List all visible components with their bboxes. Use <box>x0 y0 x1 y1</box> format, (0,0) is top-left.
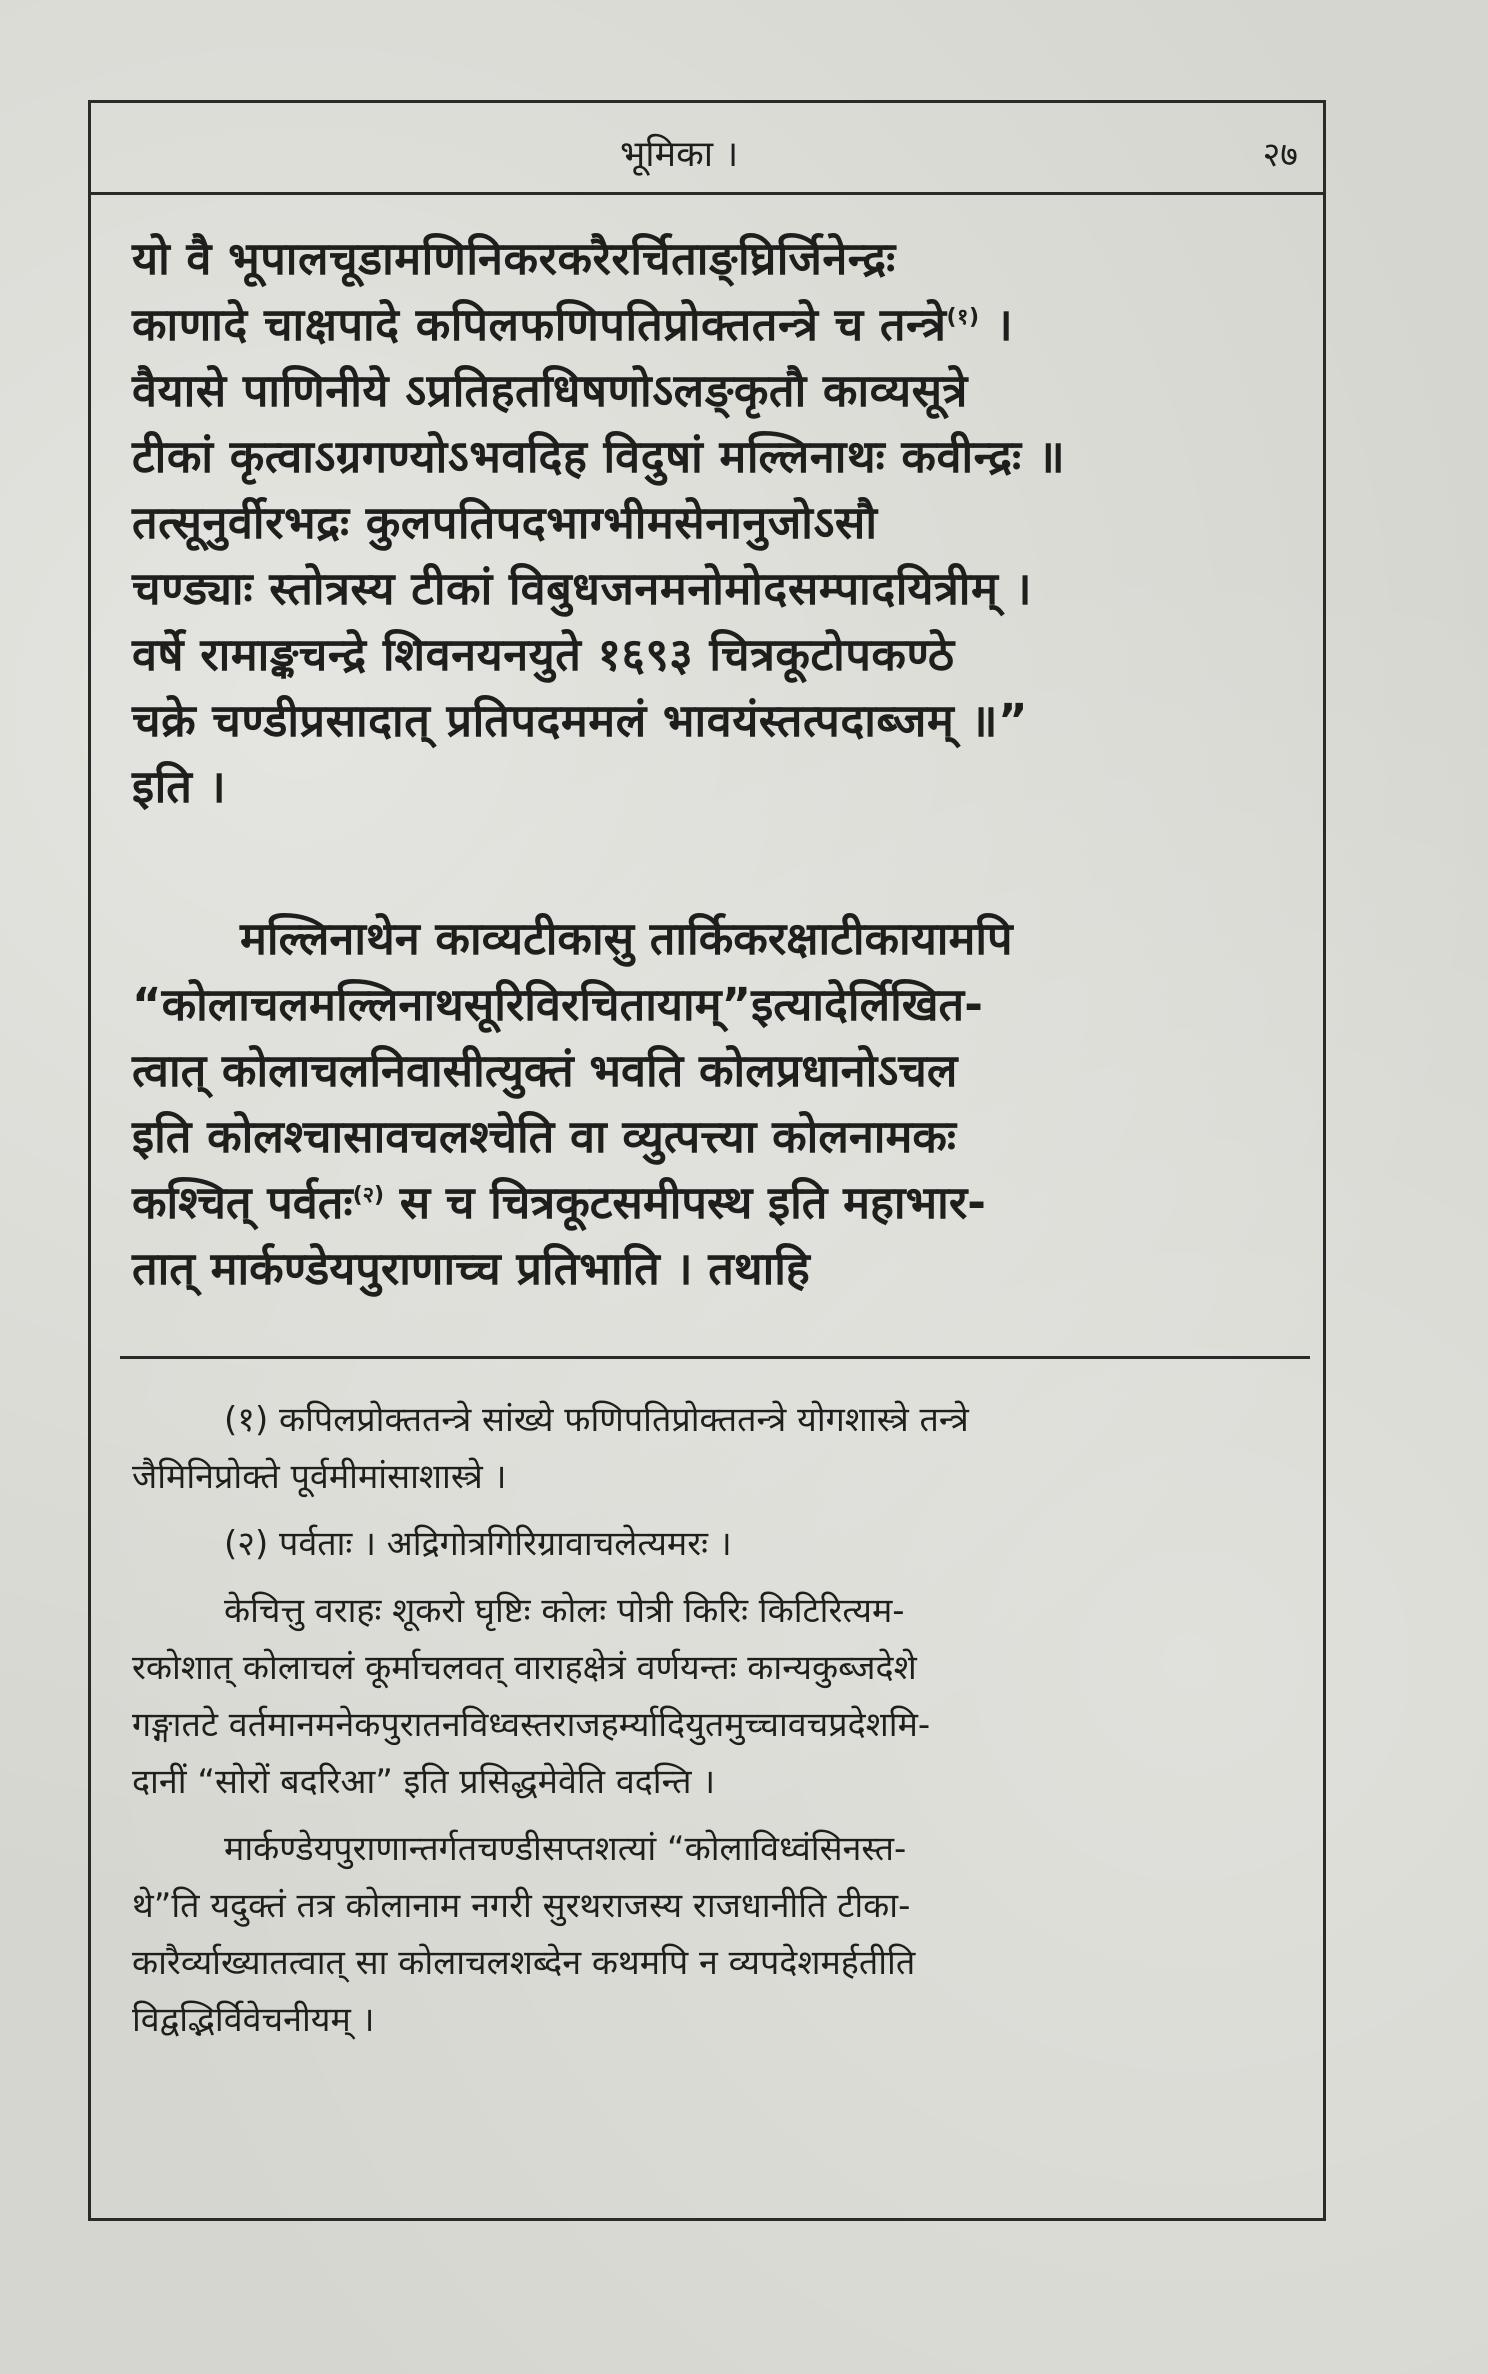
footnote-marker: (२) <box>352 1183 385 1208</box>
footnote-line: विद्वद्भिर्विवेचनीयम् । <box>132 2000 375 2040</box>
footnote-rule <box>120 1356 1310 1359</box>
verse-line: टीकां कृत्वाऽग्रगण्योऽभवदिह विदुषां मल्लिनाथः कवीन्द्रः ॥ <box>132 430 1066 483</box>
verse-line: यो वै भूपालचूडामणिनिकरकरैरर्चिताङ्घ्रिर्जिनेन्द्रः <box>132 232 896 285</box>
page-number: २७ <box>1262 135 1298 175</box>
header-rule <box>88 192 1326 195</box>
footnote-line: थे”ति यदुक्तं तत्र कोलानाम नगरी सुरथराजस्य राजधानीति टीका- <box>132 1886 911 1926</box>
footnote-line: रकोशात् कोलाचलं कूर्माचलवत् वाराहक्षेत्रं वर्णयन्तः कान्यकुब्जदेशे <box>132 1648 917 1688</box>
prose-line: तात् मार्कण्डेयपुराणाच्च प्रतिभाति । तथाहि <box>132 1242 810 1295</box>
prose-line: कश्चित् पर्वतः$^{(२)}$ स च चित्रकूटसमीपस्थ इति महाभार- <box>132 1176 986 1229</box>
verse-line: काणादे चाक्षपादे कपिलफणिपतिप्रोक्ततन्त्रे च तन्त्रे$^{(१)}$ । <box>132 298 1014 351</box>
footnote-marker: (१) <box>946 305 980 330</box>
footnote-line: मार्कण्डेयपुराणान्तर्गतचण्डीसप्तशत्यां “कोलाविध्वंसिनस्त- <box>224 1829 907 1869</box>
prose-line: त्वात् कोलाचलनिवासीत्युक्तं भवति कोलप्रधानोऽचल <box>132 1044 958 1097</box>
prose-block <box>132 906 1312 1302</box>
verse-line: इति । <box>132 760 227 813</box>
footnotes-block <box>132 1392 1312 2049</box>
footnote-line: दानीं “सोरों बदरिआ” इति प्रसिद्धमेवेति वदन्ति । <box>132 1762 716 1802</box>
top-border-rule <box>88 100 1326 103</box>
footnote-line: (२) पर्वताः । अद्रिगोत्रगिरिग्रावाचलेत्यमरः । <box>224 1524 732 1564</box>
footnote-line: जैमिनिप्रोक्ते पूर्वमीमांसाशास्त्रे । <box>132 1457 507 1497</box>
verse-line: वर्षे रामाङ्कचन्द्रे शिवनयनयुते १६९३ चित्रकूटोपकण्ठे <box>132 628 955 681</box>
footnote-line: गङ्गातटे वर्तमानमनेकपुरातनविध्वस्तराजहर्म्यादियुतमुच्चावचप्रदेशमि- <box>132 1705 931 1745</box>
prose-line: इति कोलश्चासावचलश्चेति वा व्युत्पत्त्या कोलनामकः <box>132 1110 957 1163</box>
footnote-line: कारैर्व्याख्यातत्वात् सा कोलाचलशब्देन कथमपि न व्यपदेशमर्हतीति <box>132 1943 916 1983</box>
verse-line: वैयासे पाणिनीये ऽप्रतिहतधिषणोऽलङ्कृतौ काव्यसूत्रे <box>132 364 968 417</box>
verse-line: चण्ड्याः स्तोत्रस्य टीकां विबुधजनमनोमोदसम्पादयित्रीम् । <box>132 562 1033 615</box>
footnote-line: केचित्तु वराहः शूकरो घृष्टिः कोलः पोत्री किरिः किटिरित्यम- <box>224 1591 905 1631</box>
prose-line: मल्लिनाथेन काव्यटीकासु तार्किकरक्षाटीकायामपि <box>240 912 1013 965</box>
running-title: भूमिका । <box>620 134 739 175</box>
verse-line: चक्रे चण्डीप्रसादात् प्रतिपदममलं भावयंस्तत्पदाब्जम् ॥” <box>132 694 1029 747</box>
verse-line: तत्सूनुर्वीरभद्रः कुलपतिपदभाग्भीमसेनानुजोऽसौ <box>132 496 878 549</box>
prose-line: “कोलाचलमल्लिनाथसूरिविरचितायाम्”इत्यादेर्लिखित- <box>132 978 983 1031</box>
verse-block <box>132 226 1312 820</box>
footnote-line: (१) कपिलप्रोक्ततन्त्रे सांख्ये फणिपतिप्रोक्ततन्त्रे योगशास्त्रे तन्त्रे <box>224 1400 969 1440</box>
